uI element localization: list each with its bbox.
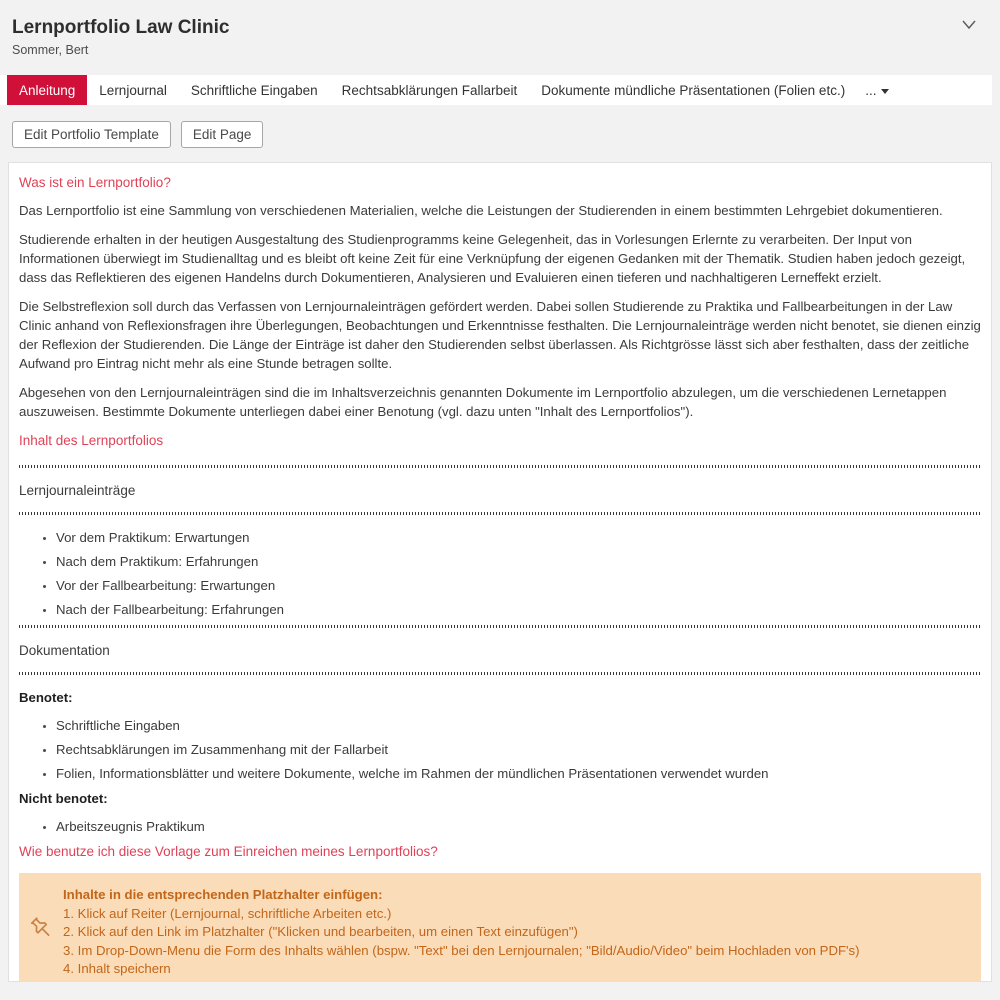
dokumente-paragraph: Abgesehen von den Lernjournaleinträgen sind die im Inhaltsverzeichnis genannten Dokumente im Lernportfolio abzulegen, um die verschiedenen Lernetappen auszuweisen. Bestimmte Dokumente unterliegen dabei einer Benotung (vgl. dazu unten "Inhalt des Lernportfolios"). [19,385,947,419]
link-wie-benutze-ich-diese-vorlage[interactable]: Wie benutze ich diese Vorlage zum Einreichen meines Lernportfolios? [19,844,438,859]
page-title: Lernportfolio Law Clinic [12,17,230,38]
tab-overflow-label: ... [865,82,877,98]
list-item: • Nach der Fallbearbeitung: Erfahrungen [56,600,981,619]
journal-entries-list [19,528,981,619]
tab-rechtsabklaerungen-fallarbeit[interactable]: Rechtsabklärungen Fallarbeit [341,82,518,98]
divider [19,625,981,628]
list-item: • Schriftliche Eingaben [56,716,981,735]
section-title-dokumentation: Dokumentation [19,643,110,658]
link-inhalt-des-lernportfolios[interactable]: Inhalt des Lernportfolios [19,433,164,448]
infobox-step: 3. Im Drop-Down-Menu die Form des Inhalts wählen (bspw. "Text" bei den Lernjournalen; "Bild/Audio/Video" beim Hochladen von PDF's) [63,942,860,958]
portfolio-tabbar [0,75,992,105]
section-title-lernjournaleintraege: Lernjournaleinträge [19,483,136,498]
collapse-header-button[interactable] [960,18,978,36]
list-item: • Rechtsabklärungen im Zusammenhang mit der Fallarbeit [56,740,981,759]
tab-anleitung[interactable]: Anleitung [7,75,87,105]
pushpin-icon [27,913,57,948]
divider [19,672,981,675]
infobox-step: 1. Klick auf Reiter (Lernjournal, schriftliche Arbeiten etc.) [63,905,392,921]
tab-dokumente-muendliche-praesentationen[interactable]: Dokumente mündliche Präsentationen (Folien etc.) [541,82,846,98]
graded-items-list [19,716,981,783]
list-item: • Vor der Fallbearbeitung: Erwartungen [56,576,981,595]
list-item: • Arbeitszeugnis Praktikum [56,817,981,836]
edit-page-button[interactable]: Edit Page [181,121,264,148]
graded-label: Benotet: [19,690,73,705]
divider [19,465,981,468]
not-graded-items-list [19,817,981,836]
tab-overflow-menu[interactable] [857,75,897,105]
infobox-step: 4. Inhalt speichern [63,961,171,976]
infobox-step: 2. Klick auf den Link im Platzhalter ("Klicken und bearbeiten, um einen Text einzufügen") [63,924,578,939]
infobox-title: Inhalte in die entsprechenden Platzhalter einfügen: [63,887,383,902]
edit-toolbar [12,121,988,148]
list-item: • Vor dem Praktikum: Erwartungen [56,528,981,547]
selbstreflexion-paragraph: Die Selbstreflexion soll durch das Verfassen von Lernjournaleinträgen gefördert werden. Dabei sollen Studierende zu Praktika und Fallbearbeitungen in der Law Clinic anhand von Reflexionsfragen ihre Überlegungen, Beobachtungen und Erkenntnisse festhalten. Die Lernjournaleinträge werden nicht benotet, sie dienen einzig der Reflexion der Studierenden. Die Länge der Einträge ist daher den Studierenden selbst überlassen. Als Richtgrösse lässt sich aber festhalten, dass der zeitliche Aufwand pro Eintrag nicht mehr als eine Stunde betragen sollte. [19,299,981,371]
page-header [0,0,1000,63]
list-item: • Folien, Informationsblätter und weitere Dokumente, welche im Rahmen der mündlichen Präsentationen verwendet wurden [56,764,981,783]
divider [19,512,981,515]
motivation-paragraph: Studierende erhalten in der heutigen Ausgestaltung des Studienprogramms keine Gelegenheit, das in Vorlesungen Erlernte zu verarbeiten. Der Input von Informationen überwiegt im Studienalltag und es bleibt oft keine Zeit für eine Verknüpfung der eigenen Gedanken mit der Thematik. Studien haben jedoch gezeigt, dass das Reflektieren des eigenen Handelns durch Dokumentieren, Analysieren und Evaluieren einen tieferen und nachhaltigeren Lerneffekt erzielt. [19,232,966,285]
chevron-down-icon [960,19,978,31]
overflow-caret-icon [881,89,889,94]
not-graded-label: Nicht benotet: [19,791,108,806]
link-was-ist-ein-lernportfolio[interactable]: Was ist ein Lernportfolio? [19,175,171,190]
content-panel [8,162,992,982]
tab-schriftliche-eingaben[interactable]: Schriftliche Eingaben [190,82,318,98]
edit-portfolio-template-button[interactable]: Edit Portfolio Template [12,121,171,148]
instructions-infobox [19,873,981,982]
list-item: • Nach dem Praktikum: Erfahrungen [56,552,981,571]
intro-paragraph: Das Lernportfolio ist eine Sammlung von verschiedenen Materialien, welche die Leistungen der Studierenden in einem bestimmten Lehrgebiet dokumentieren. [19,203,943,218]
page-author: Sommer, Bert [12,43,89,57]
tab-lernjournal[interactable]: Lernjournal [99,82,167,98]
